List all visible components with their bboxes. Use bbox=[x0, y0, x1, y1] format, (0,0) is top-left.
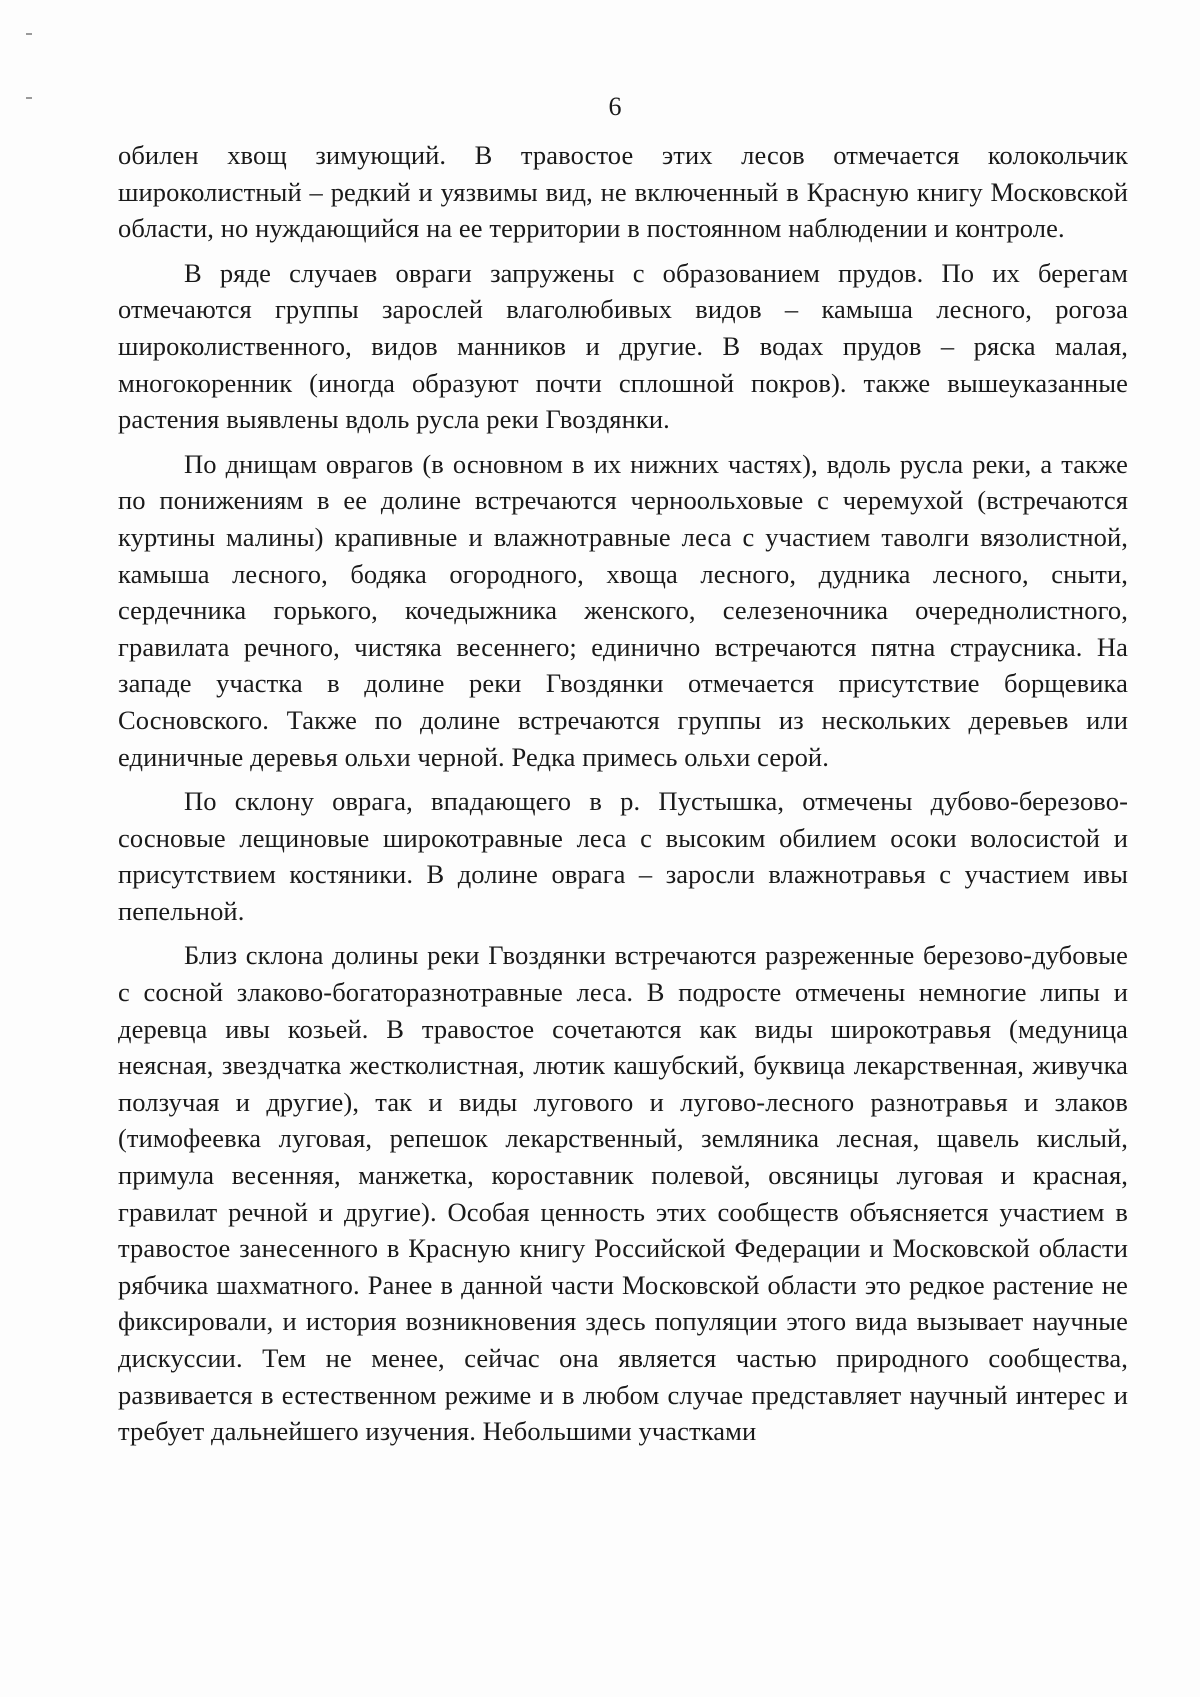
body-text bbox=[118, 137, 1128, 1450]
paragraph: По днищам оврагов (в основном в их нижних частях), вдоль русла реки, а также по понижениям в ее долине встречаются черноольховые с черемухой (встречаются куртины малины) крапивные и влажнотравные леса с участием таволги вязолистной, камыша лесного, бодяка огородного, хвоща лесного, дудника лесного, сныти, сердечника горького, кочедыжника женского, селезеночника очереднолистного, гравилата речного, чистяка весеннего; единично встречаются пятна страусника. На западе участка в долине реки Гвоздянки отмечается присутствие борщевика Сосновского. Также по долине встречаются группы из нескольких деревьев или единичные деревья ольхи черной. Редка примесь ольхи серой. bbox=[118, 448, 1128, 772]
paragraph: Близ склона долины реки Гвоздянки встречаются разреженные березово-дубовые с сосной злаково-богаторазнотравные леса. В подросте отмечены немногие липы и деревца ивы козьей. В травостое сочетаются как виды широкотравья (медуница неясная, звездчатка жестколистная, лютик кашубский, буквица лекарственная, живучка ползучая и другие), так и виды лугового и лугово-лесного разнотравья и злаков (тимофеевка луговая, репешок лекарственный, земляника лесная, щавель кислый, примула весенняя, манжетка, короставник полевой, овсяницы луговая и красная, гравилат речной и другие). Особая ценность этих сообществ объясняется участием в травостое занесенного в Красную книгу Российской Федерации и Московской области рябчика шахматного. Ранее в данной части Московской области это редкое растение не фиксировали, и история возникновения здесь популяции этого вида вызывает научные дискуссии. Тем не менее, сейчас она является частью природного сообщества, развивается в естественном режиме и в любом случае представляет научный интерес и требует дальнейшего изучения. Небольшими участками bbox=[118, 940, 1128, 1447]
scan-artifact bbox=[26, 33, 32, 35]
paragraph: В ряде случаев овраги запружены с образованием прудов. По их берегам отмечаются группы зарослей влаголюбивых видов – камыша лесного, рогоза широколиственного, видов манников и другие. В водах прудов – ряска малая, многокоренник (иногда образуют почти сплошной покров). также вышеуказанные растения выявлены вдоль русла реки Гвоздянки. bbox=[118, 257, 1128, 435]
paragraph-continued: обилен хвощ зимующий. В травостое этих лесов отмечается колокольчик широколистный – редкий и уязвимы вид, не включенный в Красную книгу Московской области, но нуждающийся на ее территории в постоянном наблюдении и контроле. bbox=[118, 140, 1128, 244]
paragraph: По склону оврага, впадающего в р. Пустышка, отмечены дубово-березово-сосновые лещиновые широкотравные леса с высоким обилием осоки волосистой и присутствием костяники. В долине оврага – заросли влажнотравья с участием ивы пепельной. bbox=[118, 786, 1128, 926]
page-number: 6 bbox=[608, 92, 622, 121]
